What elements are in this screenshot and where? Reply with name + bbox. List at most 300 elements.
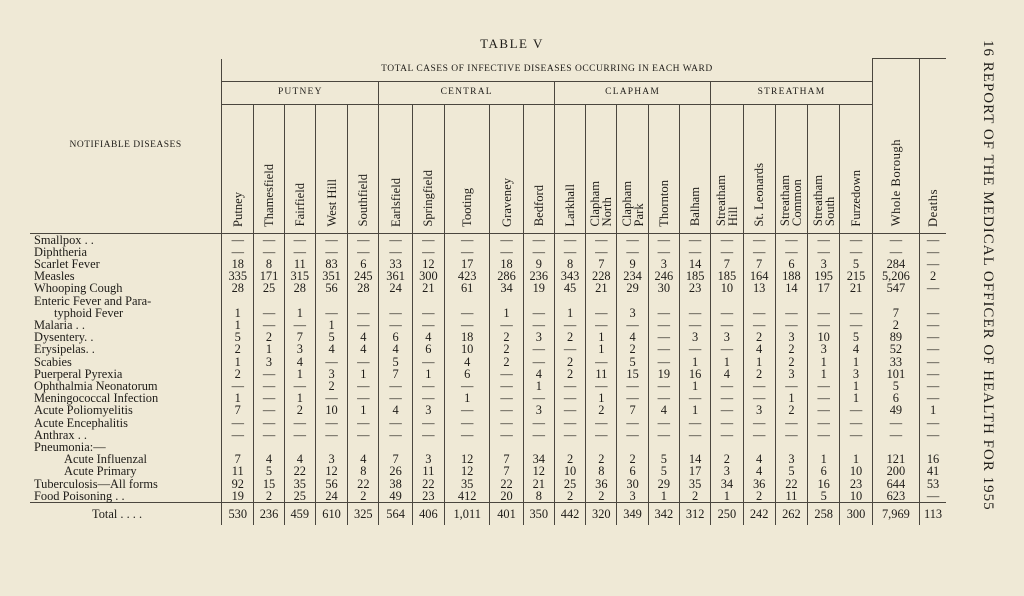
- table-cell: —: [490, 380, 523, 392]
- table-cell: 228: [586, 270, 617, 282]
- table-cell: —: [711, 380, 743, 392]
- table-cell: 36: [743, 478, 775, 490]
- total-cell: 350: [523, 502, 554, 525]
- table-cell: —: [412, 246, 444, 258]
- table-cell: 185: [711, 270, 743, 282]
- ward-label: St. Leonards: [752, 162, 767, 227]
- table-cell: 6: [872, 392, 919, 404]
- table-row: [30, 417, 946, 429]
- ward-label: Streatham South: [810, 175, 837, 227]
- table-cell: 8: [586, 465, 617, 477]
- table-cell: —: [648, 356, 679, 368]
- table-cell: 623: [872, 490, 919, 503]
- table-cell: 2: [586, 404, 617, 416]
- table-cell: 7: [617, 404, 648, 416]
- table-cell: 2: [711, 453, 743, 465]
- table-cell: —: [445, 307, 490, 319]
- table-cell: —: [222, 246, 254, 258]
- table-cell: 11: [775, 490, 807, 503]
- table-cell: —: [348, 356, 379, 368]
- table-cell: —: [617, 417, 648, 429]
- table-row: [30, 453, 946, 465]
- table-cell: —: [490, 392, 523, 404]
- table-cell: —: [711, 404, 743, 416]
- total-cell: 1,011: [445, 502, 490, 525]
- table-cell: 4: [379, 404, 412, 416]
- table-cell: 12: [523, 465, 554, 477]
- table-cell: —: [617, 319, 648, 331]
- total-cell: 349: [617, 502, 648, 525]
- disease-name-text: Ophthalmia Neonatorum: [34, 378, 158, 393]
- table-cell: 4: [254, 453, 284, 465]
- table-cell: —: [926, 391, 940, 406]
- table-cell: —: [711, 319, 743, 331]
- whole-borough-label: Whole Borough: [888, 139, 903, 227]
- table-cell: —: [379, 319, 412, 331]
- table-cell: —: [348, 380, 379, 392]
- table-cell: —: [711, 307, 743, 319]
- table-cell: —: [648, 246, 679, 258]
- table-cell: —: [926, 488, 940, 503]
- table-cell: —: [808, 392, 840, 404]
- total-cell: 7,969: [872, 502, 919, 525]
- total-cell: 320: [586, 502, 617, 525]
- table-cell: 2: [775, 356, 807, 368]
- table-cell: —: [490, 368, 523, 380]
- table-cell: 10: [808, 331, 840, 343]
- table-banner: TOTAL CASES OF INFECTIVE DISEASES OCCURRING IN EACH WARD: [222, 59, 873, 82]
- table-cell: [617, 295, 648, 307]
- table-cell: —: [840, 429, 872, 441]
- table-cell: 21: [523, 478, 554, 490]
- table-cell: 171: [254, 270, 284, 282]
- ward-header: [523, 104, 554, 233]
- table-cell: 6: [445, 368, 490, 380]
- table-cell: 300: [412, 270, 444, 282]
- table-cell: 1: [348, 404, 379, 416]
- table-cell: 1: [840, 356, 872, 368]
- table-row: [30, 246, 946, 258]
- table-cell: 5: [840, 258, 872, 270]
- disease-name-text: Whooping Cough: [34, 281, 123, 296]
- infective-diseases-table: [30, 58, 946, 525]
- table-cell: [679, 295, 710, 307]
- table-cell: —: [254, 319, 284, 331]
- table-cell: 24: [379, 282, 412, 294]
- table-cell: —: [648, 307, 679, 319]
- table-cell: 34: [490, 282, 523, 294]
- table-cell: 5: [872, 380, 919, 392]
- disease-name-text: Food Poisoning . .: [34, 488, 125, 503]
- table-cell: 3: [412, 404, 444, 416]
- table-cell: —: [648, 417, 679, 429]
- table-row: [30, 380, 946, 392]
- table-cell: 3: [808, 258, 840, 270]
- table-cell: 5: [379, 356, 412, 368]
- table-cell: —: [348, 429, 379, 441]
- table-cell: 343: [554, 270, 585, 282]
- table-cell: 215: [840, 270, 872, 282]
- table-cell: —: [711, 343, 743, 355]
- table-cell: —: [222, 233, 254, 246]
- table-cell: 21: [840, 282, 872, 294]
- table-cell: 8: [554, 258, 585, 270]
- table-cell: —: [445, 246, 490, 258]
- table-cell: —: [840, 404, 872, 416]
- ward-label: Clapham Park: [619, 181, 646, 227]
- total-cell: 242: [743, 502, 775, 525]
- ward-label: West Hill: [324, 178, 339, 227]
- table-cell: 12: [445, 453, 490, 465]
- table-cell: —: [379, 246, 412, 258]
- table-cell: [711, 295, 743, 307]
- ward-label: Balham: [688, 187, 703, 227]
- table-cell: —: [926, 305, 940, 320]
- table-cell: 1: [523, 380, 554, 392]
- table-cell: —: [872, 233, 919, 246]
- table-cell: —: [445, 417, 490, 429]
- table-cell: —: [808, 380, 840, 392]
- total-cell: 342: [648, 502, 679, 525]
- table-row: [30, 343, 946, 355]
- table-cell: 1: [284, 368, 315, 380]
- ward-label: Southfield: [356, 174, 371, 227]
- ward-header: [379, 104, 412, 233]
- ward-header: [284, 104, 315, 233]
- table-cell: 9: [523, 258, 554, 270]
- table-cell: —: [586, 356, 617, 368]
- table-cell: 1: [254, 343, 284, 355]
- table-cell: 7: [379, 368, 412, 380]
- table-cell: —: [926, 330, 940, 345]
- table-cell: 284: [872, 258, 919, 270]
- total-cell: 610: [315, 502, 347, 525]
- table-row: [30, 331, 946, 343]
- table-cell: 12: [412, 258, 444, 270]
- table-cell: —: [348, 246, 379, 258]
- ward-header: [315, 104, 347, 233]
- table-cell: —: [679, 392, 710, 404]
- table-cell: 10: [554, 465, 585, 477]
- table-cell: [445, 295, 490, 307]
- ward-header: [679, 104, 710, 233]
- table-cell: 15: [617, 368, 648, 380]
- table-cell: —: [586, 246, 617, 258]
- table-cell: —: [379, 417, 412, 429]
- table-cell: —: [648, 331, 679, 343]
- table-cell: 5: [840, 331, 872, 343]
- table-cell: 1: [222, 356, 254, 368]
- table-cell: 3: [743, 404, 775, 416]
- table-cell: —: [679, 233, 710, 246]
- table-cell: —: [775, 307, 807, 319]
- table-cell: 19: [222, 490, 254, 503]
- table-cell: [808, 295, 840, 307]
- table-cell: 5: [648, 465, 679, 477]
- table-cell: 1: [711, 490, 743, 503]
- table-cell: —: [523, 319, 554, 331]
- table-cell: 5: [222, 331, 254, 343]
- ward-header: [348, 104, 379, 233]
- table-cell: 3: [617, 490, 648, 503]
- table-cell: 22: [490, 478, 523, 490]
- table-cell: 5: [254, 465, 284, 477]
- ward-header: [711, 104, 743, 233]
- table-cell: [348, 295, 379, 307]
- table-cell: 3: [775, 331, 807, 343]
- table-cell: —: [490, 417, 523, 429]
- table-cell: 2: [554, 453, 585, 465]
- table-cell: —: [808, 319, 840, 331]
- table-cell: 19: [523, 282, 554, 294]
- table-cell: —: [926, 427, 940, 442]
- table-cell: 2: [490, 331, 523, 343]
- table-cell: 351: [315, 270, 347, 282]
- disease-name-text: Enteric Fever and Para-: [34, 293, 152, 308]
- table-cell: 2: [554, 356, 585, 368]
- disease-name-text: Erysipelas. .: [34, 342, 95, 357]
- table-cell: —: [490, 429, 523, 441]
- table-cell: 16: [926, 452, 940, 467]
- table-cell: 3: [254, 356, 284, 368]
- total-row: [30, 502, 946, 525]
- table-cell: 236: [523, 270, 554, 282]
- ward-header: [743, 104, 775, 233]
- ward-label: Thamesfield: [262, 163, 277, 227]
- table-cell: 49: [872, 404, 919, 416]
- table-cell: —: [490, 246, 523, 258]
- table-cell: 2: [554, 331, 585, 343]
- disease-name-text: Puerperal Pyrexia: [34, 366, 123, 381]
- table-cell: 6: [379, 331, 412, 343]
- table-cell: 4: [840, 343, 872, 355]
- ward-header: [222, 104, 254, 233]
- district-header-central: CENTRAL: [379, 81, 554, 104]
- table-cell: [315, 295, 347, 307]
- table-row: [30, 295, 946, 307]
- table-cell: [920, 295, 946, 307]
- table-cell: 3: [617, 307, 648, 319]
- table-cell: —: [775, 233, 807, 246]
- table-cell: 10: [315, 404, 347, 416]
- table-cell: [872, 295, 919, 307]
- table-cell: 23: [840, 478, 872, 490]
- table-cell: —: [926, 244, 940, 259]
- table-cell: 4: [743, 465, 775, 477]
- table-cell: 2: [743, 331, 775, 343]
- table-cell: 11: [284, 258, 315, 270]
- table-cell: 1: [586, 392, 617, 404]
- ward-label: Earlsfield: [388, 177, 403, 227]
- table-cell: —: [617, 429, 648, 441]
- ward-label: Thornton: [656, 179, 671, 227]
- table-cell: 2: [315, 380, 347, 392]
- table-cell: 4: [445, 356, 490, 368]
- table-cell: 2: [586, 490, 617, 503]
- table-row: [30, 282, 946, 294]
- table-cell: —: [254, 392, 284, 404]
- table-cell: 1: [445, 392, 490, 404]
- table-cell: 24: [315, 490, 347, 503]
- table-cell: 18: [490, 258, 523, 270]
- table-cell: —: [254, 246, 284, 258]
- table-cell: —: [284, 246, 315, 258]
- table-cell: 11: [586, 368, 617, 380]
- table-cell: 4: [284, 356, 315, 368]
- table-cell: 5: [648, 453, 679, 465]
- table-cell: —: [711, 429, 743, 441]
- table-cell: —: [711, 233, 743, 246]
- table-cell: 16: [808, 478, 840, 490]
- table-cell: 3: [523, 331, 554, 343]
- ward-label: Tooting: [460, 187, 475, 227]
- disease-name-text: Anthrax . .: [34, 427, 87, 442]
- deaths-label: Deaths: [926, 188, 941, 227]
- total-cell: 258: [808, 502, 840, 525]
- table-cell: —: [926, 232, 940, 247]
- ward-label: Putney: [230, 191, 245, 227]
- table-cell: 2: [554, 368, 585, 380]
- table-cell: 61: [445, 282, 490, 294]
- table-row: [30, 356, 946, 368]
- table-cell: 49: [379, 490, 412, 503]
- table-cell: —: [808, 429, 840, 441]
- ward-label: Fairfield: [292, 183, 307, 227]
- table-cell: 3: [679, 331, 710, 343]
- table-cell: —: [348, 307, 379, 319]
- table-cell: —: [254, 380, 284, 392]
- table-cell: 1: [648, 490, 679, 503]
- table-cell: 5,206: [872, 270, 919, 282]
- total-cell: 325: [348, 502, 379, 525]
- table-cell: —: [743, 380, 775, 392]
- table-cell: 6: [348, 258, 379, 270]
- table-row: [30, 258, 946, 270]
- table-cell: —: [379, 233, 412, 246]
- disease-name-text: Scarlet Fever: [34, 256, 100, 271]
- table-cell: —: [348, 392, 379, 404]
- table-cell: 35: [445, 478, 490, 490]
- table-cell: —: [808, 417, 840, 429]
- table-cell: —: [648, 392, 679, 404]
- ward-header: [554, 104, 585, 233]
- table-cell: 3: [315, 368, 347, 380]
- ward-header: [648, 104, 679, 233]
- table-cell: —: [523, 417, 554, 429]
- table-cell: —: [412, 429, 444, 441]
- table-cell: 1: [315, 319, 347, 331]
- table-cell: —: [808, 246, 840, 258]
- table-cell: —: [926, 366, 940, 381]
- table-cell: —: [523, 233, 554, 246]
- table-cell: 2: [490, 356, 523, 368]
- table-cell: 53: [926, 476, 940, 491]
- table-cell: 2: [872, 319, 919, 331]
- table-row: [30, 233, 946, 246]
- table-cell: 12: [445, 465, 490, 477]
- table-cell: 1: [222, 307, 254, 319]
- table-cell: —: [222, 417, 254, 429]
- table-cell: —: [711, 246, 743, 258]
- table-cell: —: [586, 233, 617, 246]
- table-cell: 30: [617, 478, 648, 490]
- table-cell: 23: [412, 490, 444, 503]
- table-cell: —: [775, 380, 807, 392]
- table-cell: —: [872, 429, 919, 441]
- table-cell: 1: [490, 307, 523, 319]
- ward-header: [254, 104, 284, 233]
- table-row: [30, 392, 946, 404]
- table-cell: —: [284, 429, 315, 441]
- diseases-column-header: NOTIFIABLE DISEASES: [30, 59, 222, 234]
- table-cell: 2: [617, 453, 648, 465]
- table-cell: —: [554, 233, 585, 246]
- table-cell: 16: [679, 368, 710, 380]
- table-cell: 3: [412, 453, 444, 465]
- table-cell: 41: [926, 464, 940, 479]
- table-cell: 2: [679, 490, 710, 503]
- table-cell: 10: [711, 282, 743, 294]
- table-cell: 8: [348, 465, 379, 477]
- table-cell: —: [315, 246, 347, 258]
- table-cell: —: [926, 378, 940, 393]
- table-cell: —: [743, 319, 775, 331]
- table-cell: —: [775, 319, 807, 331]
- table-cell: 28: [284, 282, 315, 294]
- disease-name-text: Acute Primary: [64, 464, 137, 479]
- table-cell: 3: [711, 331, 743, 343]
- table-cell: —: [523, 307, 554, 319]
- table-cell: —: [586, 380, 617, 392]
- table-cell: —: [840, 319, 872, 331]
- table-cell: 3: [775, 453, 807, 465]
- table-cell: 5: [315, 331, 347, 343]
- table-cell: 5: [808, 490, 840, 503]
- table-row: [30, 441, 946, 453]
- table-cell: —: [412, 392, 444, 404]
- table-cell: —: [648, 380, 679, 392]
- table-cell: —: [617, 380, 648, 392]
- table-cell: —: [315, 417, 347, 429]
- table-cell: 22: [412, 478, 444, 490]
- table-cell: —: [315, 307, 347, 319]
- table-cell: —: [586, 319, 617, 331]
- table-cell: 101: [872, 368, 919, 380]
- table-cell: 28: [222, 282, 254, 294]
- table-cell: —: [679, 307, 710, 319]
- table-cell: 6: [775, 258, 807, 270]
- table-row: [30, 465, 946, 477]
- table-cell: 1: [743, 356, 775, 368]
- table-cell: —: [872, 246, 919, 258]
- table-cell: 4: [412, 331, 444, 343]
- table-cell: 26: [379, 465, 412, 477]
- table-cell: 7: [490, 453, 523, 465]
- ward-label: Graveney: [499, 177, 514, 227]
- table-cell: 22: [284, 465, 315, 477]
- table-cell: 3: [775, 368, 807, 380]
- table-cell: —: [840, 233, 872, 246]
- table-cell: 18: [222, 258, 254, 270]
- table-cell: [523, 295, 554, 307]
- whole-borough-header: [872, 59, 919, 234]
- table-cell: 17: [445, 258, 490, 270]
- table-cell: —: [808, 307, 840, 319]
- table-cell: 17: [808, 282, 840, 294]
- ward-label: Furzedown: [849, 169, 863, 227]
- table-cell: —: [743, 246, 775, 258]
- table-cell: —: [379, 392, 412, 404]
